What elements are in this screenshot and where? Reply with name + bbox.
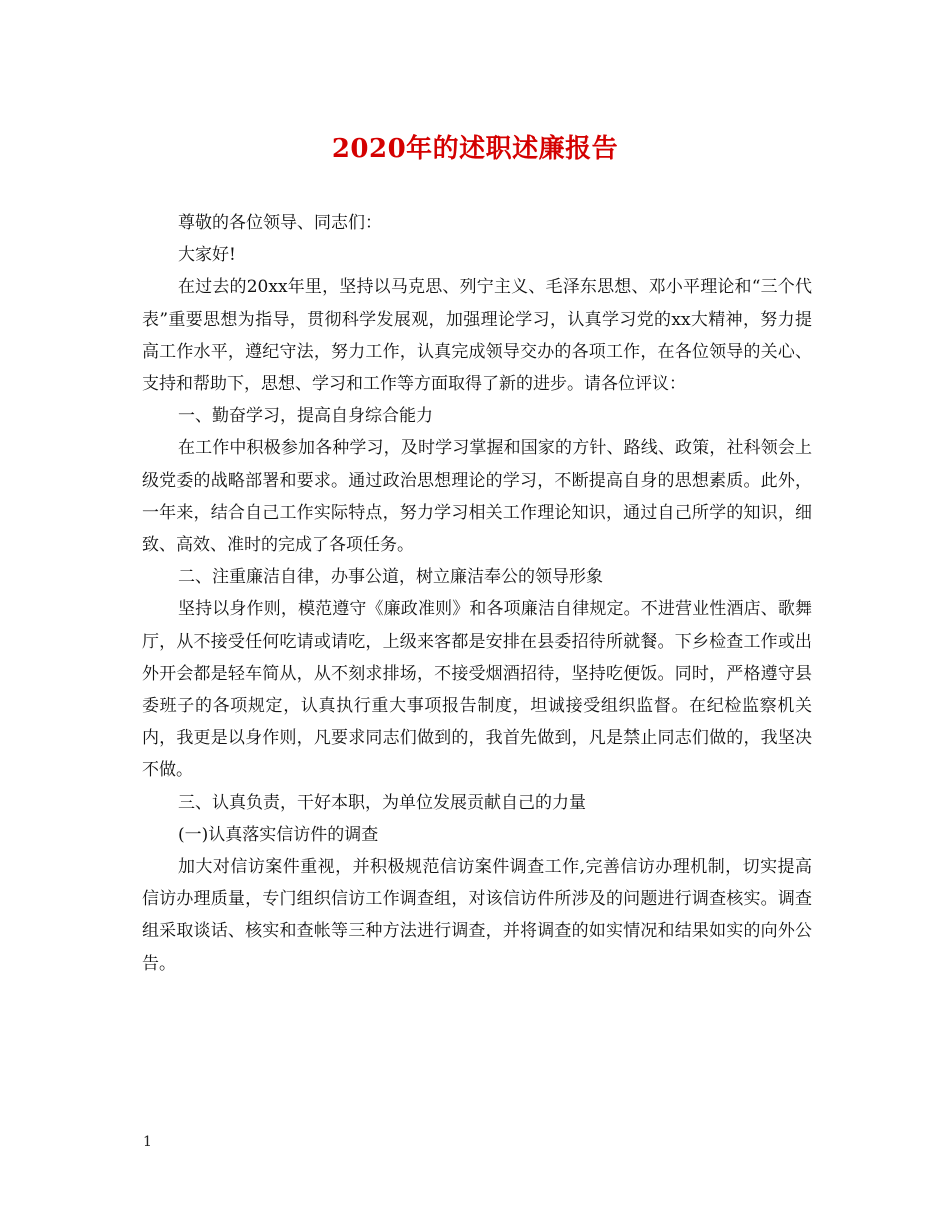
section-heading-3: 三、认真负责，干好本职，为单位发展贡献自己的力量 <box>178 792 586 813</box>
section-heading-1: 一、勤奋学习，提高自身综合能力 <box>178 406 433 427</box>
document-title: 2020年的述职述廉报告 <box>331 134 619 164</box>
paragraph-section-1: 在工作中积极参加各种学习，及时学习掌握和国家的方针、路线、政策，社科领会上级党委的战略部署和要求。通过政治思想理论的学习，不断提高自身的思想素质。此外，一年来，结合自己工作实际特点，努力学习相关工作理论知识，通过自己所学的知识，细致、高效、准时的完成了各项任务。 <box>142 438 812 556</box>
paragraph-section-2: 坚持以身作则，模范遵守《廉政准则》和各项廉洁自律规定。不进营业性酒店、歌舞厅，从不接受任何吃请或请吃，上级来客都是安排在县委招待所就餐。下乡检查工作或出外开会都是轻车简从，从不刻求排场，不接受烟酒招待，坚持吃便饭。同时，严格遵守县委班子的各项规定，认真执行重大事项报告制度，坦诚接受组织监督。在纪检监察机关内，我更是以身作则，凡要求同志们做到的，我首先做到，凡是禁止同志们做的，我坚决不做。 <box>142 599 812 781</box>
document-body <box>142 207 812 980</box>
section-heading-2: 二、注重廉洁自律，办事公道，树立廉洁奉公的领导形象 <box>178 567 603 588</box>
page-number: 1 <box>143 1134 152 1150</box>
subsection-heading-3-1: (一)认真落实信访件的调查 <box>178 824 379 845</box>
paragraph-intro: 在过去的20xx年里，坚持以马克思、列宁主义、毛泽东思想、邓小平理论和“三个代表”重要思想为指导，贯彻科学发展观，加强理论学习，认真学习党的xx大精神，努力提高工作水平，遵纪守法，努力工作，认真完成领导交办的各项工作，在各位领导的关心、支持和帮助下，思想、学习和工作等方面取得了新的进步。请各位评议： <box>142 277 812 395</box>
paragraph-greeting: 大家好! <box>178 245 236 266</box>
paragraph-section-3-1: 加大对信访案件重视，并积极规范信访案件调查工作,完善信访办理机制，切实提高信访办理质量，专门组织信访工作调查组，对该信访件所涉及的问题进行调查核实。调查组采取谈话、核实和查帐等三种方法进行调查，并将调查的如实情况和结果如实的向外公告。 <box>142 857 812 974</box>
paragraph-salutation: 尊敬的各位领导、同志们： <box>178 213 382 233</box>
